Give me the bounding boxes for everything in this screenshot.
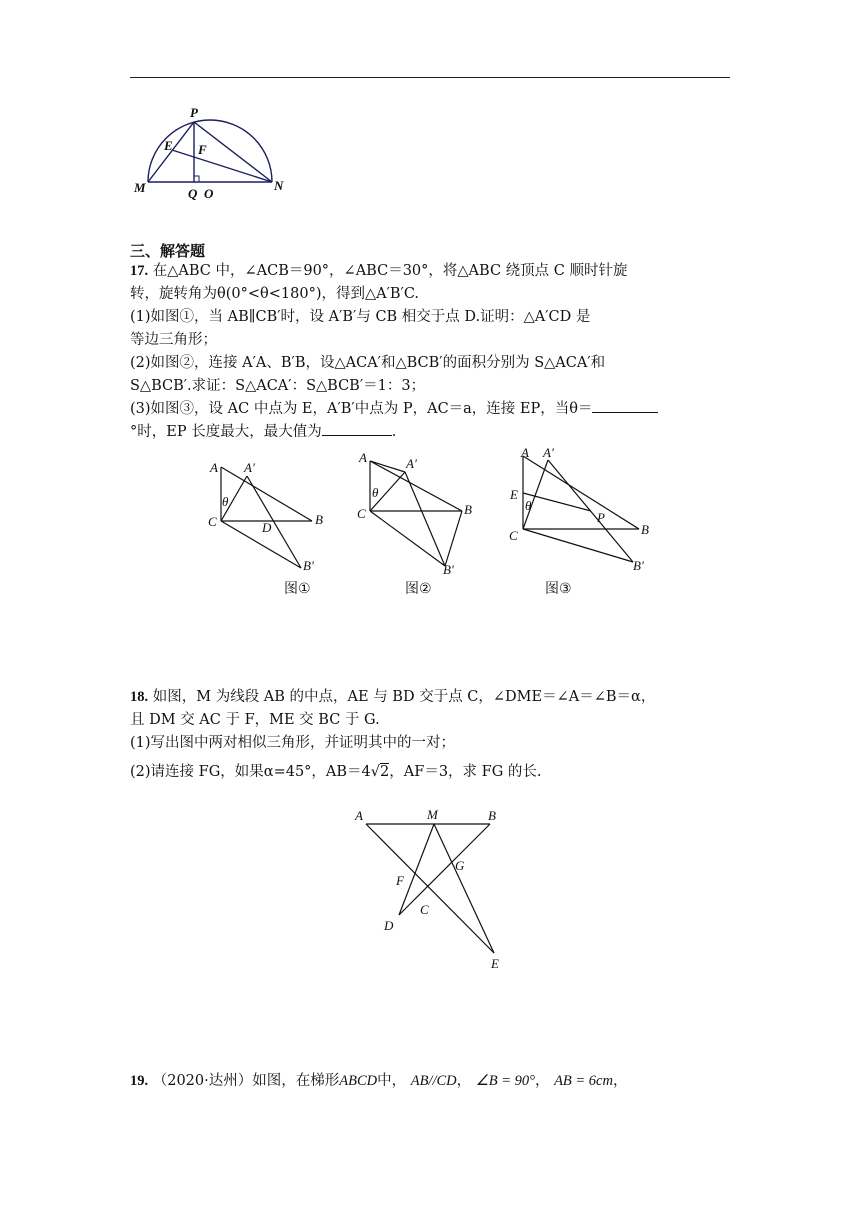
section-title: 三、解答题 <box>130 242 206 260</box>
q18-figure <box>350 800 520 980</box>
fig3-label-B-prime: B' <box>633 558 644 573</box>
q17-period: . <box>391 424 397 440</box>
q18-line4 <box>130 761 730 784</box>
fig1-label-B: B <box>315 512 323 527</box>
q17-number: 17. <box>130 263 149 279</box>
q17-line4: 等边三角形； <box>130 332 217 348</box>
fig1-label-C: C <box>208 514 217 529</box>
q18-line1 <box>130 686 730 709</box>
fig18-label-F: F <box>396 873 404 888</box>
q17-text7: (3)如图③，设 AC 中点为 E，A′B′中点为 P，AC＝a，连接 EP，当θ＝ <box>130 401 593 417</box>
q18-text4b: ，AF＝3，求 FG 的长. <box>389 764 542 780</box>
fig18-label-M: M <box>427 807 438 822</box>
sqrt-radicand: 2 <box>380 764 390 780</box>
fig18-label-A: A <box>355 808 363 823</box>
label-F: F <box>198 142 207 157</box>
q17-figure-2 <box>350 448 480 578</box>
q17-figure-1 <box>200 456 330 576</box>
q19-number: 19. <box>130 1073 149 1089</box>
fig18-label-E: E <box>491 956 499 971</box>
q17-line5: (2)如图②，连接 A′A、B′B，设△ACA′和△BCB′的面积分别为 S△ACA′和 <box>130 355 606 371</box>
q19-math-length: AB = 6cm <box>554 1073 613 1089</box>
fig18-label-D: D <box>384 918 394 933</box>
fig1-label-D: D <box>262 520 272 535</box>
q18-text4a: (2)请连接 FG，如果α=45°，AB＝4 <box>130 764 371 780</box>
q19-text-a: （2020·达州）如图，在梯形 <box>152 1073 340 1089</box>
fig3-label-C: C <box>509 528 518 543</box>
q17-line1 <box>130 260 730 283</box>
label-E: E <box>164 138 173 153</box>
label-Q: Q <box>188 186 198 201</box>
label-P: P <box>190 105 198 120</box>
question-17 <box>130 260 730 444</box>
fig3-label-theta: θ <box>525 498 532 513</box>
fig3-label-P: P <box>597 510 605 525</box>
caption-fig1: 图① <box>284 581 311 597</box>
label-O: O <box>204 186 214 201</box>
fig2-label-B: B <box>464 502 472 517</box>
fig18-label-G: G <box>455 858 465 873</box>
fig18-label-C: C <box>420 902 429 917</box>
fig1-label-theta: θ <box>222 494 229 509</box>
q17-text8: °时，EP 长度最大，最大值为 <box>130 424 322 440</box>
q17-line3: (1)如图①，当 AB∥CB′时，设 A′B′与 CB 相交于点 D.证明：△A′CD 是 <box>130 309 591 325</box>
q19-sep2: ， <box>534 1073 550 1089</box>
answer-blank-theta[interactable] <box>592 398 658 413</box>
q18-line3: (1)写出图中两对相似三角形，并证明其中的一对； <box>130 735 456 751</box>
q18-line2: 且 DM 交 AC 于 F，ME 交 BC 于 G. <box>130 712 380 728</box>
label-M: M <box>134 180 146 195</box>
fig1-label-A-prime: A' <box>244 460 255 475</box>
q17-line8 <box>130 421 730 444</box>
fig3-label-A-prime: A' <box>543 445 554 460</box>
q17-figure-3 <box>505 442 655 572</box>
fig2-label-A: A <box>359 450 367 465</box>
answer-blank-max[interactable] <box>322 421 392 436</box>
fig1-label-A: A <box>210 460 218 475</box>
caption-fig3: 图③ <box>545 581 572 597</box>
q17-line6: S△BCB′.求证：S△ACA′：S△BCB′＝1：3； <box>130 378 426 394</box>
q18-text1: 如图，M 为线段 AB 的中点，AE 与 BD 交于点 C，∠DME＝∠A＝∠B＝α， <box>152 689 656 705</box>
q17-line2: 转，旋转角为θ(0°<θ<180°)，得到△A′B′C. <box>130 286 420 302</box>
sqrt-sign: √ <box>370 764 381 780</box>
fig3-label-B: B <box>641 522 649 537</box>
fig3-label-E: E <box>510 487 518 502</box>
q19-sep3: ， <box>612 1073 628 1089</box>
fig1-label-B-prime: B' <box>303 558 314 573</box>
q19-abcd: ABCD <box>339 1073 378 1089</box>
q17-line7 <box>130 398 730 421</box>
q17-text1: 在△ABC 中，∠ACB＝90°，∠ABC＝30°，将△ABC 绕顶点 C 顺时针旋 <box>152 263 628 279</box>
fig3-label-A: A <box>521 445 529 460</box>
fig2-label-theta: θ <box>372 485 379 500</box>
semicircle-figure <box>128 104 298 204</box>
fig2-label-C: C <box>357 506 366 521</box>
question-19 <box>130 1070 730 1093</box>
q19-math-angle: ∠B = 90° <box>475 1073 535 1089</box>
question-18 <box>130 686 730 784</box>
caption-fig2: 图② <box>405 581 432 597</box>
q18-number: 18. <box>130 689 149 705</box>
fig2-label-B-prime: B' <box>443 562 454 577</box>
label-N: N <box>274 178 284 193</box>
q19-sep1: ， <box>456 1073 472 1089</box>
fig2-label-A-prime: A' <box>406 456 417 471</box>
fig18-label-B: B <box>488 808 496 823</box>
header-rule <box>130 77 730 78</box>
q19-text-b: 中， <box>377 1073 407 1089</box>
q19-math-parallel: AB//CD <box>410 1073 457 1089</box>
